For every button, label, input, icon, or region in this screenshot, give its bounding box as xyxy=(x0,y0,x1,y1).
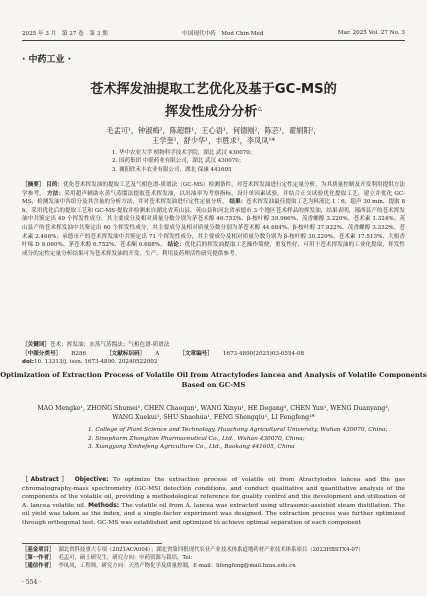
en-abstract-label: ［Abstract］ xyxy=(22,477,71,483)
en-objective-text: To optimize the extraction process of volatile oil from Atractylodes lancea and the gas chromatography-mass spectrometry (GC-MS) detection conditions, and conduct qualitative and quantitative analysis of the components of the volatile oil, providing a methodological reference for quality control and the development and utilization of A. lancea volatile oil. xyxy=(22,477,406,509)
footnote-rule xyxy=(22,543,162,544)
page-number: · 554 · xyxy=(22,579,42,586)
en-method-text: The volatile oil from A. lancea was extracted using ultrasonic-assisted steam distillation. The oil yield was taken as the index, and a single-factor experiment was designed. The extraction process was further optimized through orthogonal test. GC-MS was established and optimized to achieve optimal separation of each component xyxy=(22,502,406,526)
article-no-label: ［文章编号］ xyxy=(179,350,213,357)
article-meta xyxy=(22,341,405,367)
doc-code: A xyxy=(155,350,160,357)
objective-text: 优化苍术挥发油的提取工艺及气相色谱-质谱法（GC-MS）检测条件，对苍术挥发油进行定性定量分析，为其质量控制及开发利用提供方法学参考。 xyxy=(22,182,405,197)
conclusion-text: 优化后的挥发油提取工艺操作简便，重复性好，可用于苍术挥发油的工业化提取，挥发性成分的定性定量分析结果可为苍术挥发油的开发、生产、利用及药理活性研究提供参考。 xyxy=(22,242,405,257)
header-journal: 中国现代中药 Mod Chin Med xyxy=(182,31,264,37)
authors-line-2: 王学奎¹，舒少华¹，丰胜求¹，李凤凤¹* xyxy=(152,136,275,145)
english-affiliations xyxy=(88,426,387,452)
en-affiliation-3: 3. Xiangyang Xinhefeng Agriculture Co., Ltd., Baokang 441605, China xyxy=(88,444,295,451)
en-title-line-2: Based on GC-MS xyxy=(181,380,246,389)
en-authors-line-2: WANG Xuekui¹, SHU Shaohua¹, FENG Shengqiu¹, LI Fengfeng¹* xyxy=(112,414,315,422)
english-authors xyxy=(0,404,427,422)
affiliation-2: 2. 国药集团 中联药业有限公司，湖北 武汉 430070； xyxy=(112,158,245,165)
method-text: 采用超声辅助水蒸气蒸馏法提取苍术挥发油，以出油率为考察指标，设计单因素试验，并结合正交试验优化提取工艺，建立并优化 GC-MS，检测发油中各组分及其含量的分析方法，并对苍术挥发油进行定性定量分析。 xyxy=(22,190,405,206)
abstract-label: ［摘要］ xyxy=(22,182,45,188)
title-line-1: 苍术挥发油提取工艺优化及基于GC-MS的 xyxy=(90,82,337,97)
header-issue-en: Mar. 2025 Vol. 27 No. 3 xyxy=(337,30,405,36)
english-title xyxy=(0,371,427,391)
objective-label: 目的： xyxy=(46,182,64,188)
affiliations xyxy=(112,149,255,174)
fund-text: 湖北省科技重大专项（2021ACA004）；湖北省第四批现代农业产业技术体系道地药材产业技术体系项目（2023HBSTX4-07） xyxy=(58,547,364,553)
clc-label: ［中图分类号］ xyxy=(22,350,62,357)
title-line-2: 挥发性成分分析 xyxy=(165,104,258,120)
title-mark: △ xyxy=(257,105,262,112)
first-author-label: ［第一作者］ xyxy=(22,555,55,561)
doi-label: doi: xyxy=(22,359,35,366)
abstract-cn xyxy=(22,181,405,258)
en-authors-line-1: MAO Mengke¹, ZHONG Shumei², CHEN Chaoqun¹, WANG Xinyu¹, HE Degang², CHEN Yun¹, WENG Duanyang², xyxy=(37,405,390,412)
en-affiliation-1: 1. College of Plant Science and Technology, Huazhong Agricultural University, Wuhan 430070, China; xyxy=(88,427,388,433)
keywords: 苍术；挥发油；水蒸气蒸馏法；气相色谱-质谱法 xyxy=(49,342,170,348)
keywords-label: ［关键词］ xyxy=(22,342,50,348)
conclusion-label: 结论： xyxy=(167,242,185,249)
en-title-line-1: Optimization of Extraction Process of Volatile Oil from Atractylodes lancea and Analysis of Volatile Components xyxy=(0,371,427,379)
doi-link[interactable]: 10. 13313/j. issn. 1673-4890. 20240522002 xyxy=(34,359,158,366)
doc-code-label: ［文献标识码］ xyxy=(106,350,146,357)
fund-label: ［基金项目］ xyxy=(22,547,55,553)
clc-code: R286 xyxy=(71,350,87,357)
affiliation-3: 3. 襄阳欣禾丰农业有限公司，湖北 保康 441605 xyxy=(112,166,232,173)
result-label: 结果： xyxy=(229,199,247,206)
corresponding-text: 李凤凤，工程师，研究方向：天然产物化学及质量控制，E-mail：lifengfeng@mail.hzau.edu.cn xyxy=(58,563,296,569)
article-no: 1673-4890(2025)03-0554-08 xyxy=(222,350,305,357)
header-issue: 2025 年 3 月 第 27 卷 第 3 期 xyxy=(22,31,108,37)
corresponding-label: ［通信作者］ xyxy=(22,563,55,569)
method-label: 方法： xyxy=(46,190,65,197)
author-list xyxy=(0,126,427,146)
article-title xyxy=(0,80,427,121)
footnotes xyxy=(22,546,405,570)
result-text: 苍术挥发油最佳提取工艺为料液比 1∶6，超声 30 min，提取 8 h。采用优化后的提取工艺和 GC-MS 提取并检测来自湖北省英山县、英山县和河北省承德市 3 个地区苍术样品的挥发油，结果表明，郧西县产的苍术挥发油中共鉴定出 49 个挥发性成分，其主要成分及相对质量分数分别为茅苍术醇 46.752%、β-桉叶醇 39.966%、茂香螺醇 3.220%、苍术素 1.324%；英山县产的苍术挥发油中共鉴定出 60 个挥发性成分，其主要成分及相对质量分数分别为茅苍术醇 44.684%、β-桉叶醇 37.922%、茂香螺醇 3.332%、苍术素 2.466%；承德市产的苍术挥发油中共鉴定出 71 个挥发性成分，其主要成分及相对质量分数分别为 β-桉叶醇 30.229%、苍术素 17.513%、大根香叶烯 D 9.060%、茅苍术醇 6.752%、苍术酮 6.688%。 xyxy=(22,199,406,249)
abstract-en xyxy=(22,476,405,528)
first-author-text: 毛孟可，硕士研究生，研究方向：中药资源与栽培，Tel： xyxy=(58,555,196,561)
running-header xyxy=(22,28,405,38)
en-method-label: Methods: xyxy=(88,502,120,509)
en-affiliation-2: 2. Sinopharm Zhonglian Pharmaceutical Co., Ltd., Wuhan 430070, China; xyxy=(88,435,305,442)
affiliation-1: 1. 华中农业大学 植物科学技术学院，湖北 武汉 430070； xyxy=(112,150,256,156)
en-objective-label: Objective: xyxy=(74,477,109,483)
header-rule xyxy=(22,40,405,41)
authors-line-1: 毛孟可¹，钟淑梅²，陈超群¹，王心语¹，何德刚²，陈芸¹，翟娟阳²， xyxy=(106,126,321,135)
section-label: · 中药工业 · xyxy=(22,55,72,65)
